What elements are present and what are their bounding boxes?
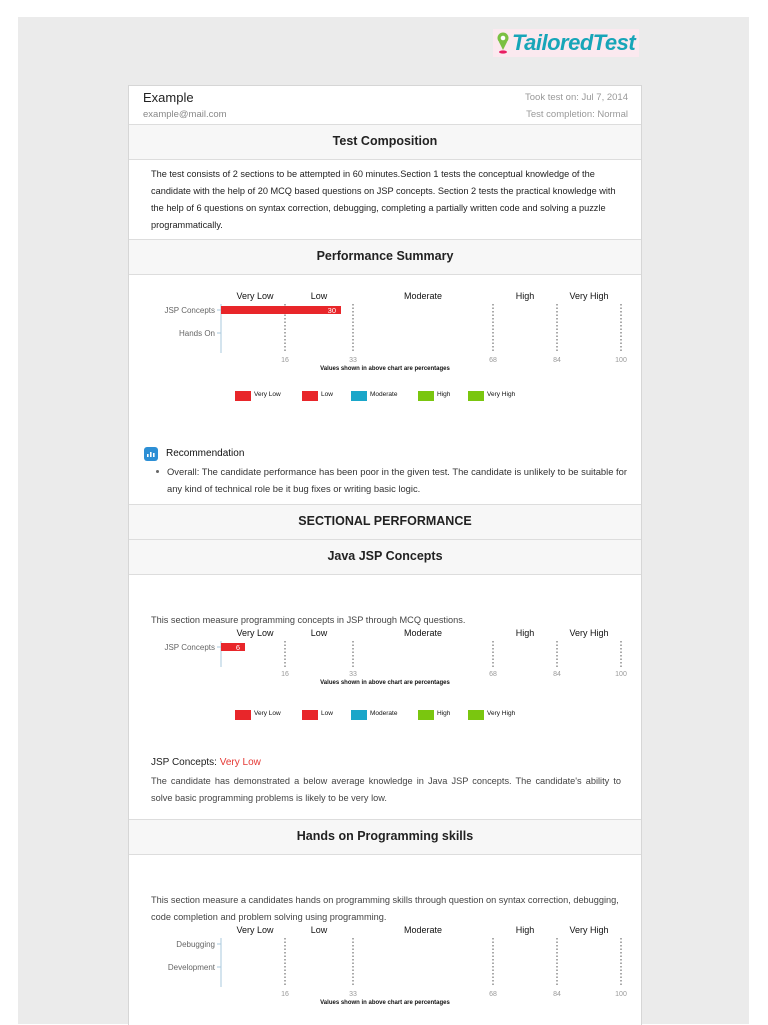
legend-label: Moderate: [370, 710, 398, 717]
legend-swatch: [468, 710, 484, 720]
band-label: Very High: [569, 628, 609, 638]
band-label: High: [515, 628, 535, 638]
brand-name: TailoredTest: [512, 30, 636, 55]
brand-logo: [493, 29, 639, 57]
jsp-legend: [129, 709, 641, 723]
band-label: High: [515, 291, 535, 301]
tick-label: 16: [281, 671, 289, 678]
tick-label: 84: [553, 357, 561, 364]
category-label: Hands On: [178, 329, 215, 338]
legend-label: Low: [321, 710, 333, 717]
candidate-name: Example: [143, 90, 194, 105]
tick-label: 16: [281, 357, 289, 364]
band-label: Low: [310, 628, 328, 638]
tick-label: 84: [553, 991, 561, 998]
legend-swatch: [351, 391, 367, 401]
band-label: Very Low: [236, 628, 274, 638]
tick-label: 33: [349, 357, 357, 364]
chart-svg: [129, 626, 641, 691]
bar-value-label: 30: [327, 306, 336, 315]
band-label: Very High: [569, 925, 609, 935]
legend-label: Very High: [487, 710, 516, 717]
chart-svg: [129, 923, 641, 1011]
tick-label: 16: [281, 991, 289, 998]
band-label: High: [515, 925, 535, 935]
tick-label: 68: [489, 991, 497, 998]
tick-label: 100: [615, 991, 627, 998]
tick-label: 84: [553, 671, 561, 678]
recommendation: [129, 447, 641, 507]
legend-label: Very Low: [254, 710, 281, 717]
tick-label: 68: [489, 671, 497, 678]
legend-swatch: [302, 391, 318, 401]
hands-on-chart: [129, 923, 641, 1011]
bullet-icon: [156, 470, 159, 473]
candidate-email: example@mail.com: [143, 109, 227, 120]
summary-legend: [129, 390, 641, 404]
chat-bubble-icon: [144, 447, 158, 461]
summary-chart: [129, 289, 641, 377]
legend-label: High: [437, 391, 451, 398]
tick-label: 33: [349, 671, 357, 678]
recommendation-title: Recommendation: [166, 448, 245, 459]
legend-label: Very Low: [254, 391, 281, 398]
jsp-chart: [129, 626, 641, 691]
legend-label: Low: [321, 391, 333, 398]
test-completion-status: Test completion: Normal: [526, 109, 628, 120]
section-heading-composition: Test Composition: [129, 124, 641, 160]
test-date: Took test on: Jul 7, 2014: [525, 92, 628, 103]
legend-swatch: [235, 710, 251, 720]
jsp-rating: [151, 757, 261, 768]
legend-label: Very High: [487, 391, 516, 398]
legend-swatch: [302, 710, 318, 720]
legend-swatch: [351, 710, 367, 720]
section-heading-summary: Performance Summary: [129, 239, 641, 275]
legend-swatch: [418, 391, 434, 401]
chart-svg: [129, 289, 641, 377]
report-card: [128, 85, 642, 1025]
data-bar: [221, 306, 341, 314]
category-label: JSP Concepts: [164, 643, 215, 652]
chart-note: Values shown in above chart are percentages: [320, 680, 450, 686]
tick-label: 100: [615, 671, 627, 678]
jsp-intro-text: This section measure programming concepts in JSP through MCQ questions.: [151, 615, 466, 625]
legend-label: High: [437, 710, 451, 717]
chart-note: Values shown in above chart are percentages: [320, 1000, 450, 1006]
bar-value-label: 6: [235, 643, 240, 652]
legend-swatch: [418, 710, 434, 720]
tick-label: 33: [349, 991, 357, 998]
section-heading-jsp: Java JSP Concepts: [129, 539, 641, 575]
jsp-rating-value: Very Low: [219, 757, 261, 768]
report-page: [18, 17, 749, 1024]
location-pin-icon: [496, 31, 510, 55]
section-heading-sectional: SECTIONAL PERFORMANCE: [129, 504, 641, 540]
category-label: Development: [167, 963, 215, 972]
tick-label: 100: [615, 357, 627, 364]
category-label: Debugging: [176, 940, 215, 949]
hands-on-intro-text: This section measure a candidates hands on programming skills through question on syntax correction, debugging, code completion and problem solving using programming.: [151, 895, 619, 922]
band-label: Moderate: [403, 291, 443, 301]
band-label: Low: [310, 925, 328, 935]
jsp-rating-label: JSP Concepts:: [151, 757, 220, 768]
data-bar: [221, 643, 245, 651]
band-label: Very Low: [236, 291, 274, 301]
band-label: Low: [310, 291, 328, 301]
section-heading-hands-on: Hands on Programming skills: [129, 819, 641, 855]
band-label: Very High: [569, 291, 609, 301]
category-label: JSP Concepts: [164, 306, 215, 315]
legend-swatch: [235, 391, 251, 401]
chart-note: Values shown in above chart are percentages: [320, 366, 450, 372]
tick-label: 68: [489, 357, 497, 364]
recommendation-text: Overall: The candidate performance has been poor in the given test. The candidate is unlikely to be suitable for any kind of technical role be it bug fixes or writing basic logic.: [167, 466, 627, 494]
band-label: Very Low: [236, 925, 274, 935]
legend-swatch: [468, 391, 484, 401]
composition-text: The test consists of 2 sections to be attempted in 60 minutes.Section 1 tests the conceptual knowledge of the candidate with the help of 20 MCQ based questions on JSP concepts. Section 2 tests the practical knowledge with the help of 6 questions on syntax correction, debugging, completing a partially written code and solving a puzzle programmatically.: [151, 169, 616, 230]
jsp-rating-text: The candidate has demonstrated a below average knowledge in Java JSP concepts. The candidate's ability to solve basic programming problems is likely to be very low.: [151, 776, 621, 803]
band-label: Moderate: [403, 628, 443, 638]
legend-label: Moderate: [370, 391, 398, 398]
band-label: Moderate: [403, 925, 443, 935]
